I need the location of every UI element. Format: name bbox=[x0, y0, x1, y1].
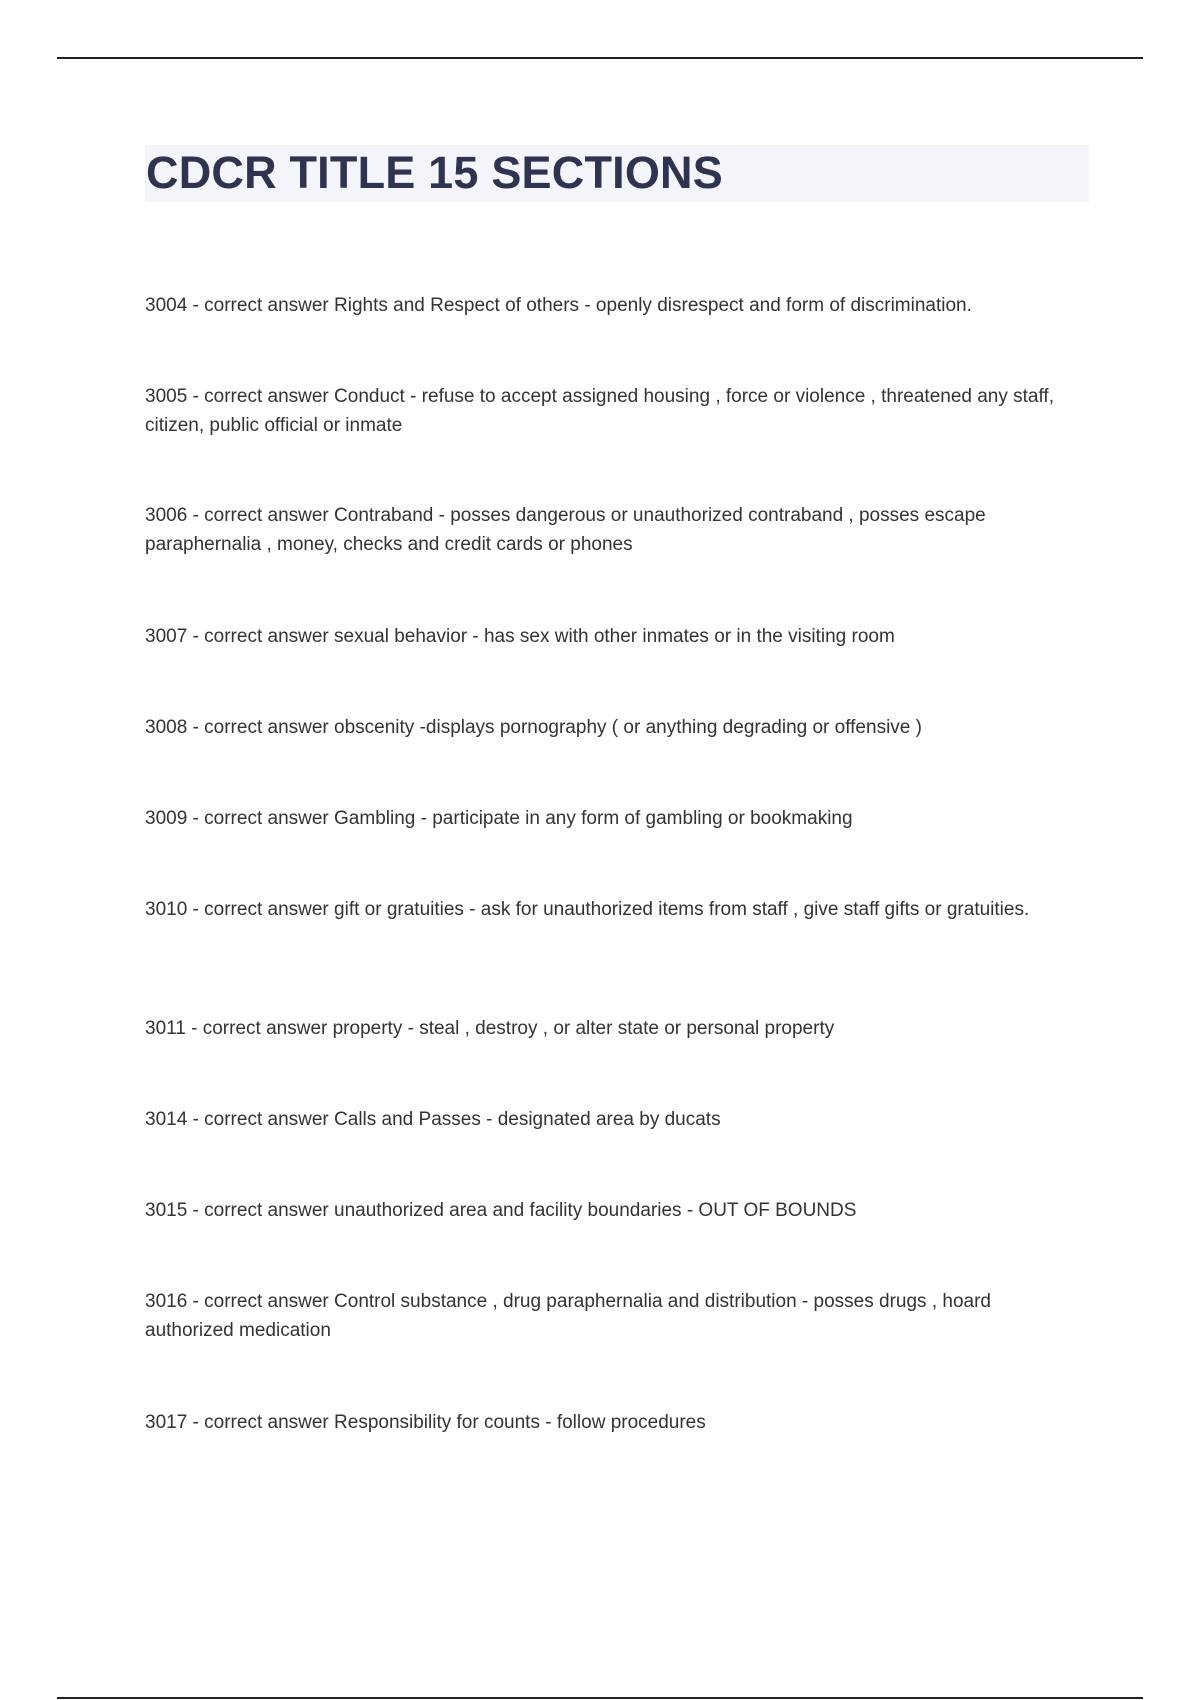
section-entry-3006: 3006 - correct answer Contraband - posses dangerous or unauthorized contraband , posses escape paraphernalia , money, checks and credit cards or phones bbox=[145, 505, 986, 555]
section-entry-3009: 3009 - correct answer Gambling - participate in any form of gambling or bookmaking bbox=[145, 808, 853, 829]
section-entry-3014: 3014 - correct answer Calls and Passes - designated area by ducats bbox=[145, 1109, 721, 1130]
page-title: CDCR TITLE 15 SECTIONS bbox=[146, 147, 723, 198]
top-divider bbox=[57, 57, 1143, 59]
section-entry-3004: 3004 - correct answer Rights and Respect of others - openly disrespect and form of discrimination. bbox=[145, 295, 972, 316]
section-entry-3017: 3017 - correct answer Responsibility for counts - follow procedures bbox=[145, 1412, 706, 1433]
section-entry-3011: 3011 - correct answer property - steal , destroy , or alter state or personal property bbox=[145, 1018, 835, 1039]
section-entry-3008: 3008 - correct answer obscenity -displays pornography ( or anything degrading or offensive ) bbox=[145, 717, 922, 738]
section-entry-3005: 3005 - correct answer Conduct - refuse to accept assigned housing , force or violence , threatened any staff, citizen, public official or inmate bbox=[145, 386, 1054, 436]
section-entry-3016: 3016 - correct answer Control substance , drug paraphernalia and distribution - posses drugs , hoard authorized medication bbox=[145, 1291, 991, 1341]
bottom-divider bbox=[57, 1697, 1143, 1699]
section-entry-3007: 3007 - correct answer sexual behavior - has sex with other inmates or in the visiting room bbox=[145, 626, 895, 647]
section-entry-3015: 3015 - correct answer unauthorized area and facility boundaries - OUT OF BOUNDS bbox=[145, 1200, 857, 1221]
section-entry-3010: 3010 - correct answer gift or gratuities - ask for unauthorized items from staff , give staff gifts or gratuities. bbox=[145, 899, 1030, 920]
